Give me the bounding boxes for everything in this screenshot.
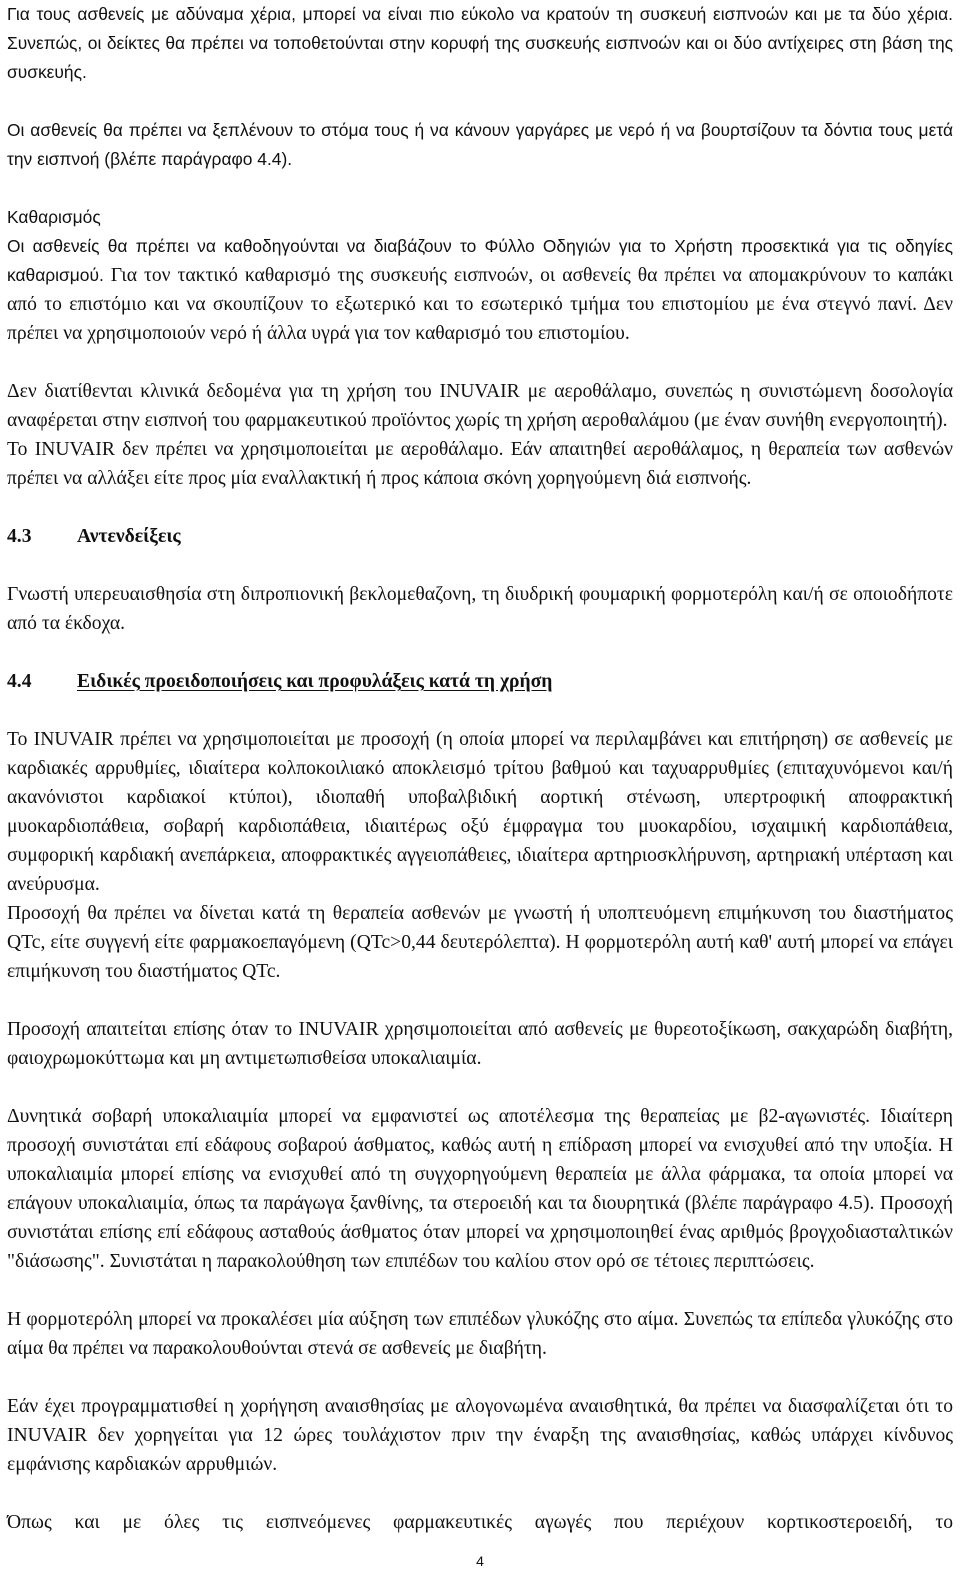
paragraph-two-hands: Για τους ασθενείς με αδύναμα χέρια, μπορεί να είναι πιο εύκολο να κρατούν τη συσκευή εισπνοών και με τα δύο χέρια. Συνεπώς, οι δείκτες θα πρέπει να τοποθετούνται στην κορυφή της συσκευής εισπνοών και οι δύο αντίχειρες στη βάση της συσκευής.	[7, 4, 953, 82]
paragraph-hypokalaemia: Δυνητικά σοβαρή υποκαλιαιμία μπορεί να εμφανιστεί ως αποτέλεσμα της θεραπείας με β2-αγωνιστές. Ιδιαίτερη προσοχή συνιστάται επί εδάφους σοβαρού άσθματος, καθώς αυτή η επίδραση μπορεί να ενισχυθεί από την υποξία. Η υποκαλιαιμία μπορεί επίσης να ενισχυθεί από τη συγχορηγούμενη θεραπεία με άλλα φάρμακα, τα οποία μπορεί να επάγουν υποκαλιαιμία, όπως τα παράγωγα ξανθίνης, τα στεροειδή και τα διουρητικά (βλέπε παράγραφο 4.5). Προσοχή συνιστάται επίσης επί εδάφους ασταθούς άσθματος όταν μπορεί να χρησιμοποιηθεί ένας αριθμός βρογχοδιασταλτικών "διάσωσης". Συνιστάται η παρακολούθηση των επιπέδων του καλίου στον ορό σε τέτοιες περιπτώσεις.	[7, 1106, 953, 1272]
paragraph-rinse-mouth: Οι ασθενείς θα πρέπει να ξεπλένουν το στόμα τους ή να κάνουν γαργάρες με νερό ή να βουρτσίζουν τα δόντια τους μετά την εισπνοή (βλέπε παράγραφο 4.4).	[7, 120, 953, 169]
paragraph-cleaning	[7, 232, 953, 348]
paragraph-corticosteroids: Όπως και με όλες τις εισπνεόμενες φαρμακευτικές αγωγές που περιέχουν κορτικοστεροειδή, το	[7, 1512, 953, 1533]
section-heading-4-3	[7, 522, 953, 551]
paragraph-qtc: Προσοχή θα πρέπει να δίνεται κατά τη θεραπεία ασθενών με γνωστή ή υποπτευόμενη επιμήκυνση του διαστήματος QTc, είτε συγγενή είτε φαρμακοεπαγόμενη (QTc>0,44 δευτερόλεπτα). Η φορμοτερόλη αυτή καθ' αυτή μπορεί να επάγει επιμήκυνση του διαστήματος QTc.	[7, 903, 953, 982]
section-heading-4-4	[7, 667, 953, 696]
paragraph-thyrotoxicosis: Προσοχή απαιτείται επίσης όταν το INUVAIR χρησιμοποιείται από ασθενείς με θυρεοτοξίκωση, σακχαρώδη διαβήτη, φαιοχρωμοκύττωμα και μη αντιμετωπισθείσα υποκαλιαιμία.	[7, 1019, 953, 1069]
section-number: 4.3	[7, 526, 32, 547]
paragraph-cardiac-caution: Το INUVAIR πρέπει να χρησιμοποιείται με προσοχή (η οποία μπορεί να περιλαμβάνει και επιτήρηση) σε ασθενείς με καρδιακές αρρυθμίες, ιδιαίτερα κολποκοιλιακό αποκλεισμό τρίτου βαθμού και ταχυαρρυθμίες (επιταχυνόμενοι και/ή ακανόνιστοι καρδιακοί κτύποι), ιδιοπαθή υποβαλβιδική αορτική στένωση, υπερτροφική αποφρακτική μυοκαρδιοπάθεια, σοβαρή καρδιοπάθεια, ιδιαιτέρως οξύ έμφραγμα του μυοκαρδίου, ισχαιμική καρδιοπάθεια, συμφορική καρδιακή ανεπάρκεια, αποφρακτικές αγγειοπάθειες, ιδιαίτερα αρτηριοσκλήρυνση, αρτηριακή υπέρταση και ανεύρυσμα.	[7, 729, 953, 895]
cleaning-instructions-text: Οι ασθενείς θα πρέπει να καθοδηγούνται να διαβάζουν το Φύλλο Οδηγιών για το Χρήστη προσεκτικά για τις οδηγίες καθαρισμού.	[7, 236, 953, 285]
section-number: 4.4	[7, 671, 32, 692]
paragraph-no-spacer-use: Το INUVAIR δεν πρέπει να χρησιμοποιείται με αεροθάλαμο. Εάν απαιτηθεί αεροθάλαμος, η θεραπεία των ασθενών πρέπει να αλλάξει είτε προς μία εναλλακτική ή προς κάποια σκόνη χορηγούμενη διά εισπνοής.	[7, 439, 953, 489]
cleaning-details-text: Για τον τακτικό καθαρισμό της συσκευής εισπνοών, οι ασθενείς θα πρέπει να απομακρύνουν το καπάκι από το επιστόμιο και να σκουπίζουν το εξωτερικό και το εσωτερικό τμήμα του επιστομίου με ένα στεγνό πανί. Δεν πρέπει να χρησιμοποιούν νερό ή άλλα υγρά για τον καθαρισμό του επιστομίου.	[7, 265, 953, 344]
section-title: Ειδικές προειδοποιήσεις και προφυλάξεις κατά τη χρήση	[77, 671, 553, 692]
paragraph-anaesthesia: Εάν έχει προγραμματισθεί η χορήγηση αναισθησίας με αλογονωμένα αναισθητικά, θα πρέπει να διασφαλίζεται ότι το INUVAIR δεν χορηγείται για 12 ώρες τουλάχιστον πριν την έναρξη της αναισθησίας, καθώς υπάρχει κίνδυνος εμφάνισης καρδιακών αρρυθμιών.	[7, 1396, 953, 1475]
section-title: Αντενδείξεις	[77, 526, 181, 547]
page-number: 4	[476, 1553, 484, 1569]
paragraph-glucose: Η φορμοτερόλη μπορεί να προκαλέσει μία αύξηση των επιπέδων γλυκόζης στο αίμα. Συνεπώς τα επίπεδα γλυκόζης στο αίμα θα πρέπει να παρακολουθούνται στενά σε ασθενείς με διαβήτη.	[7, 1309, 953, 1359]
paragraph-contraindications: Γνωστή υπερευαισθησία στη διπροπιονική βεκλομεθαζονη, τη διυδρική φουμαρική φορμοτερόλη και/ή σε οποιοδήποτε από τα έκδοχα.	[7, 584, 953, 634]
document-page	[7, 0, 953, 1537]
paragraph-no-spacer-data: Δεν διατίθενται κλινικά δεδομένα για τη χρήση του INUVAIR με αεροθάλαμο, συνεπώς η συνιστώμενη δοσολογία αναφέρεται στην εισπνοή του φαρμακευτικού προϊόντος χωρίς τη χρήση αεροθαλάμου (με έναν συνήθη ενεργοποιητή).	[7, 381, 953, 431]
cleaning-subtitle: Καθαρισμός	[7, 207, 101, 227]
